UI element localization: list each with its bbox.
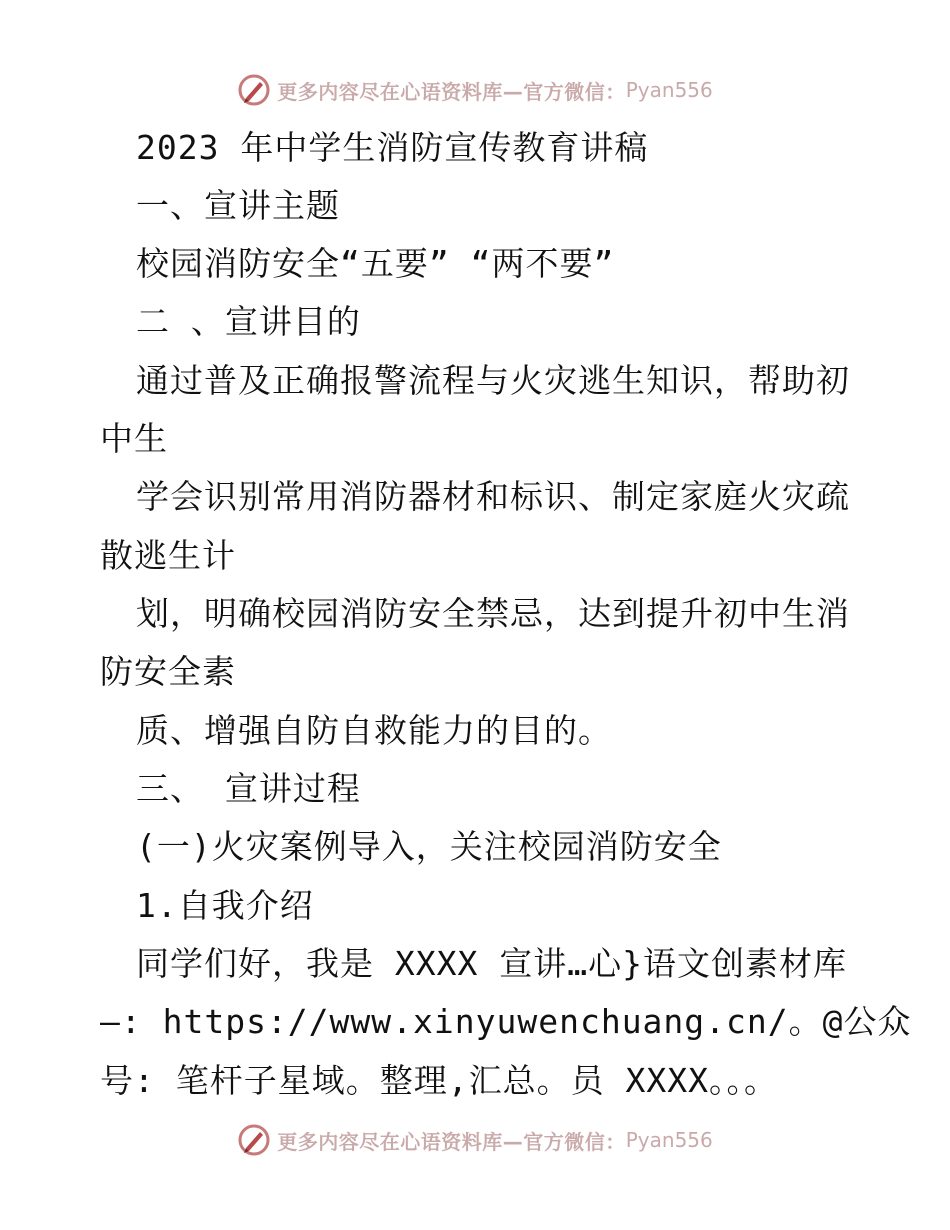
section-heading-3: 三、 宣讲过程 bbox=[136, 769, 361, 808]
paragraph-line: —: https://www.xinyuwenchuang.cn/。@公众 bbox=[100, 1002, 912, 1041]
watermark-text: 更多内容尽在心语资料库—官方微信： bbox=[277, 79, 626, 104]
paragraph-line: 防安全素 bbox=[100, 652, 236, 691]
paragraph-line: 校园消防安全“五要” “两不要” bbox=[136, 244, 615, 283]
section-heading-1: 一、宣讲主题 bbox=[136, 186, 340, 225]
pen-logo-icon bbox=[237, 1123, 271, 1157]
watermark-text: 更多内容尽在心语资料库—官方微信： bbox=[277, 1129, 626, 1154]
paragraph-line: 通过普及正确报警流程与火灾逃生知识，帮助初 bbox=[136, 361, 850, 400]
watermark-banner-bottom bbox=[0, 1120, 950, 1160]
watermark-wechat-id: Pyan556 bbox=[625, 78, 713, 102]
paragraph-line: 质、增强自防自救能力的目的。 bbox=[136, 711, 612, 750]
document-title: 2023 年中学生消防宣传教育讲稿 bbox=[136, 128, 649, 167]
section-heading-2: 二 、宣讲目的 bbox=[136, 302, 361, 341]
watermark-wechat-id: Pyan556 bbox=[625, 1128, 713, 1152]
paragraph-line: 划，明确校园消防安全禁忌，达到提升初中生消 bbox=[136, 594, 850, 633]
paragraph-line: 散逃生计 bbox=[100, 536, 236, 575]
subsection-heading: (一)火灾案例导入，关注校园消防安全 bbox=[136, 827, 722, 866]
paragraph-line: 号: 笔杆子星域。整理,汇总。员 XXXX。。。 bbox=[100, 1061, 778, 1100]
paragraph-line: 同学们好，我是 XXXX 宣讲…心}语文创素材库 bbox=[136, 944, 847, 983]
paragraph-line: 中生 bbox=[100, 419, 168, 458]
paragraph-line: 学会识别常用消防器材和标识、制定家庭火灾疏 bbox=[136, 477, 850, 516]
item-heading: 1.自我介绍 bbox=[136, 886, 314, 925]
